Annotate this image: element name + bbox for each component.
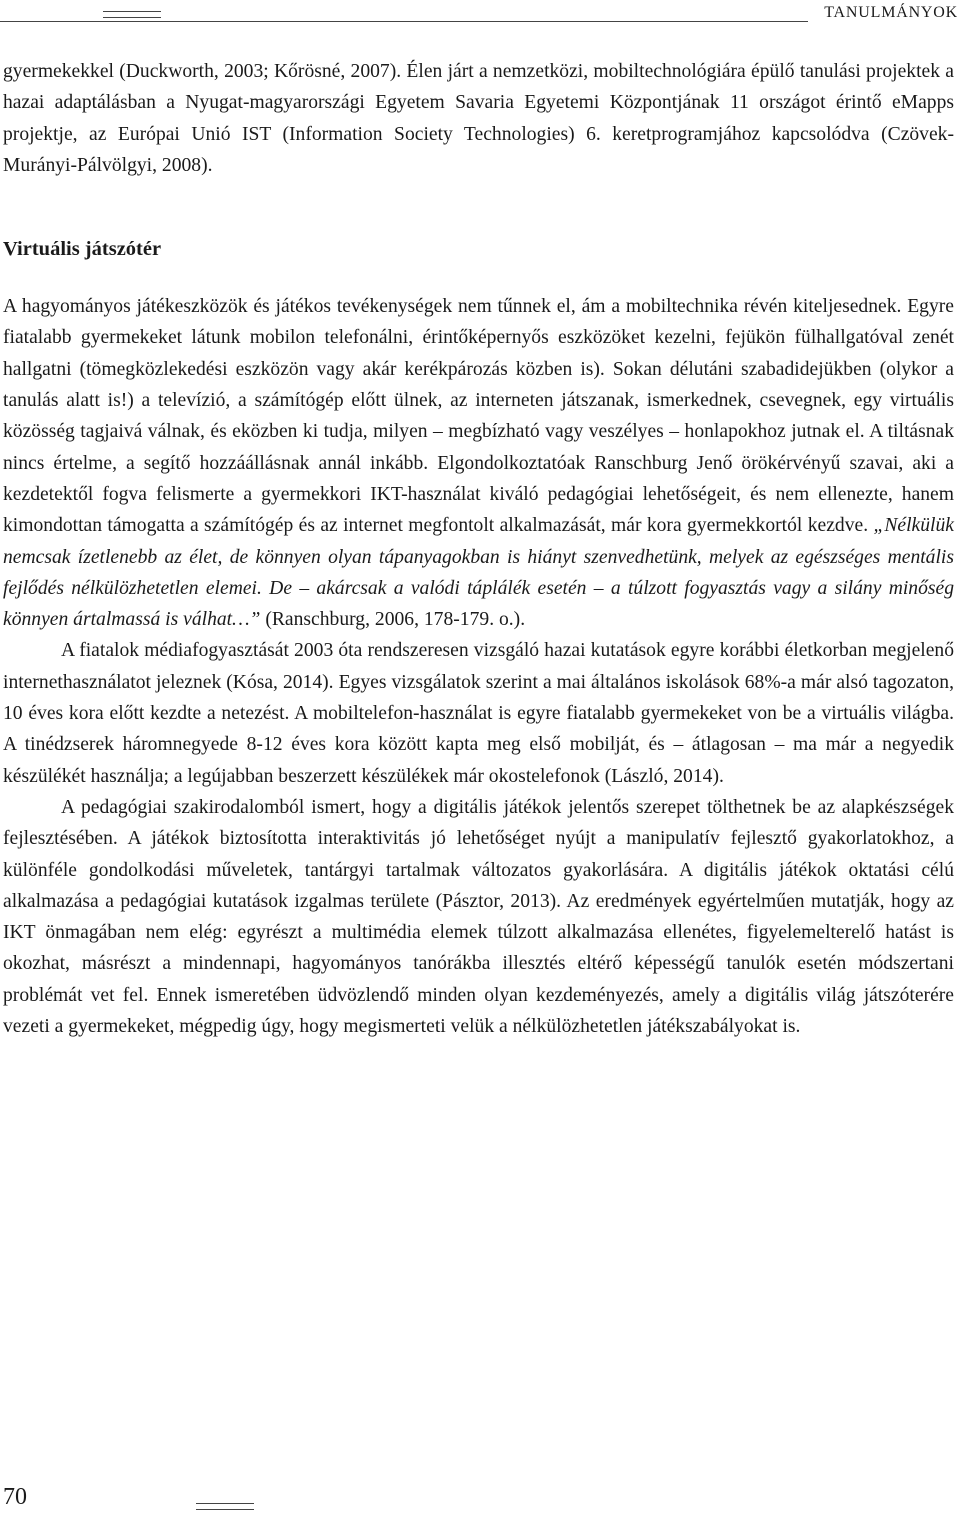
paragraph-virtual-playground <box>3 291 954 635</box>
page-number: 70 <box>3 1484 27 1510</box>
ranschburg-quote: „Nélkülük nemcsak ízetlenebb az élet, de könnyen olyan tápanyagokban is hiányt szenvedhetünk, melyek az egészséges mentális fejlődés nélkülözhetetlen elemei. De – akárcsak a valódi táplálék esetén – a túlzott fogyasztás vagy a silány minőség könnyen ártalmassá is válhat…” <box>3 515 954 631</box>
paragraph-media-consumption: A fiatalok médiafogyasztását 2003 óta rendszeresen vizsgáló hazai kutatások egyre korábbi életkorban megjelenő internethasználatot jeleznek (Kósa, 2014). Egyes vizsgálatok szerint a mai általános iskolások 68%-a már alsó tagozaton, 10 éves kora előtt kezdte a netezést. A mobiltelefon-használat is egyre fiatalabb gyermekeket von be a virtuális világba. A tinédzserek háromnegyede 8-12 éves kora között kapta meg első mobilját, és – átlagosan – ma már a negyedik készülékét használja; a legújabban beszerzett készülékek már okostelefonok (László, 2014). <box>3 640 954 787</box>
quote-citation: (Ranschburg, 2006, 178-179. o.). <box>260 609 526 631</box>
article-body <box>3 56 954 1042</box>
paragraph-digital-games: A pedagógiai szakirodalomból ismert, hogy a digitális játékok jelentős szerepet tölthetnek be az alapkészségek fejlesztésében. A játékok biztosította interaktivitás jó lehetőséget nyújt a manipulatív fejlesztő gyakorlatokhoz, a különféle gondolkodási műveletek, tantárgyi tartalmak változatos gyakorlására. A digitális játékok oktatási célú alkalmazása a pedagógiai kutatások izgalmas területe (Pásztor, 2013). Az eredmények egyértelműen mutatják, hogy az IKT önmagában nem elég: egyrészt a multimédia elemek túlzott alkalmazása ellenétes, figyelemelterelő hatást is okozhat, másrészt a mindennapi, hagyományos tanórákba illesztés eltérő képességű tanulók esetén módszertani problémát vet fel. Ennek ismeretében üdvözlendő minden olyan kezdeményezés, amely a digitális világ játszóterére vezeti a gyermekeket, mégpedig úgy, hogy megismerteti velük a nélkülözhetetlen játékszabályokat is. <box>3 796 954 1038</box>
footer-ornament <box>196 1503 254 1510</box>
running-header-section: TANULMÁNYOK <box>824 4 958 21</box>
section-heading: Virtuális játszótér <box>3 238 162 261</box>
paragraph-intro: gyermekekkel (Duckworth, 2003; Kőrösné, 2007). Élen járt a nemzetközi, mobiltechnológiára épülő tanulási projektek a hazai adaptálásban a Nyugat-magyarországi Egyetem Savaria Egyetemi Központjának 11 országot érintő eMapps projektje, az Európai Unió IST (Information Society Technologies) 6. keretprogramjához kapcsolódva (Czövek-Murányi-Pálvölgyi, 2008). <box>3 61 954 176</box>
paragraph-text: A hagyományos játékeszközök és játékos tevékenységek nem tűnnek el, ám a mobiltechnika révén kiteljesednek. Egyre fiatalabb gyermekeket látunk mobilon telefonálni, érintőképernyős eszközöket kezelni, fejükön fülhallgatóval zenét hallgatni (tömegközlekedési eszközön vagy akár kerékpározás közben is). Sokan délutáni szabadidejükben (olykor a tanulás alatt is!) a televízió, a számítógép előtt ülnek, az interneten játszanak, ismerkednek, csevegnek, egy virtuális közösség tagjaivá válnak, és eközben ki tudja, milyen – megbízható vagy veszélyes – honlapokhoz jutnak el. A tiltásnak nincs értelme, a segítő hozzáállásnak annál inkább. Elgondolkoztatóak Ranschburg Jenő örökérvényű szavai, aki a kezdetektől fogva felismerte a gyermekkori IKT-használat kiváló pedagógiai lehetőségeit, és nem ellenezte, hanem kimondottan támogatta a számítógép és az internet megfontolt alkalmazását, már kora gyermekkortól kezdve. <box>3 296 954 537</box>
header-ornament <box>103 11 161 18</box>
header-rule <box>0 21 808 22</box>
